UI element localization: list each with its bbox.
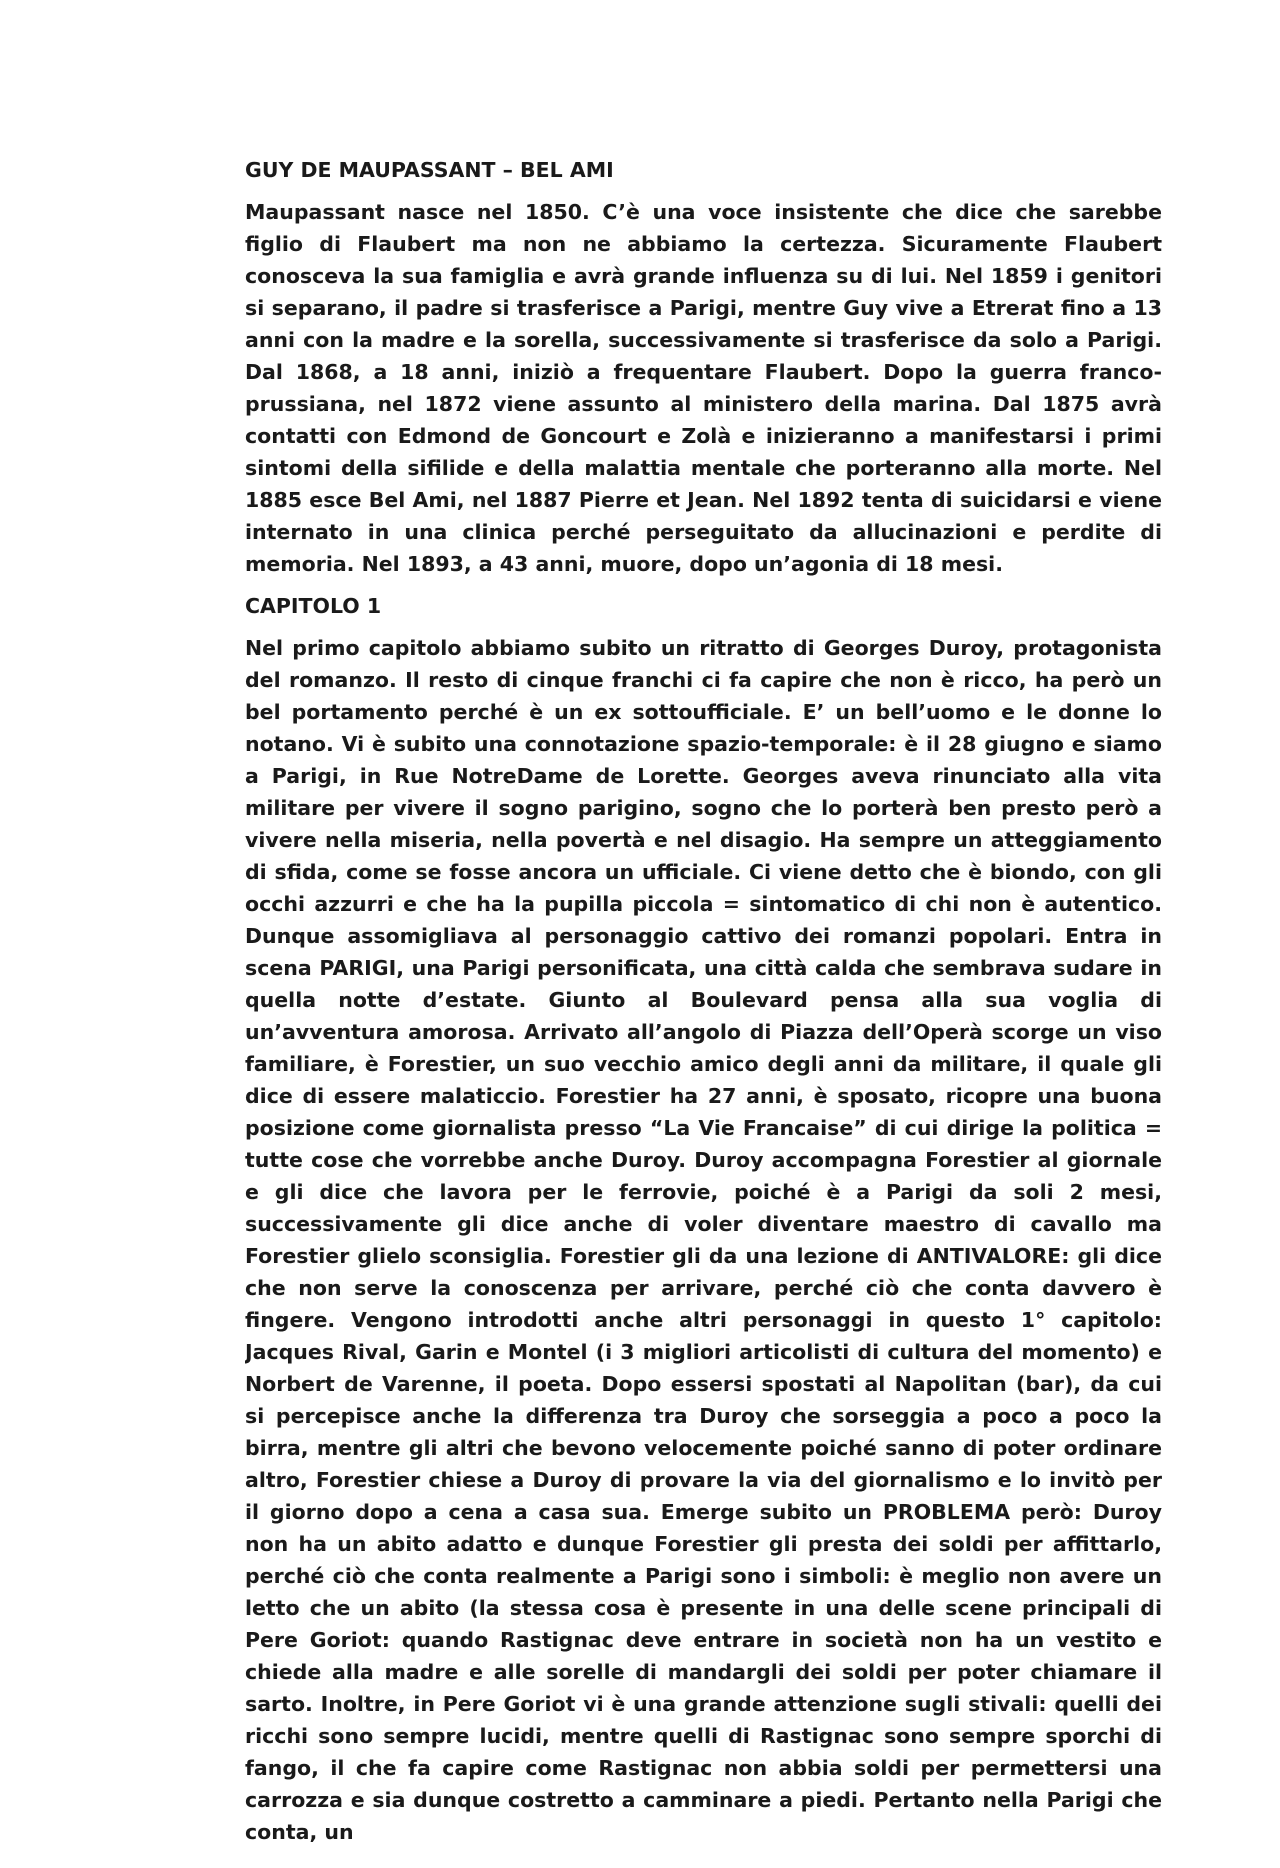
intro-paragraph: Maupassant nasce nel 1850. C’è una voce insistente che dice che sarebbe figlio di Flaubert ma non ne abbiamo la certezza. Sicuramente Flaubert conosceva la sua famiglia e avrà grande influenza su di lui. Nel 1859 i genitori si separano, il padre si trasferisce a Parigi, mentre Guy vive a Etrerat fino a 13 anni con la madre e la sorella, successivamente si trasferisce da solo a Parigi. Dal 1868, a 18 anni, iniziò a frequentare Flaubert. Dopo la guerra franco-prussiana, nel 1872 viene assunto al ministero della marina. Dal 1875 avrà contatti con Edmond de Goncourt e Zolà e inizieranno a manifestarsi i primi sintomi della sifilide e della malattia mentale che porteranno alla morte. Nel 1885 esce Bel Ami, nel 1887 Pierre et Jean. Nel 1892 tenta di suicidarsi e viene internato in una clinica perché perseguitato da allucinazioni e perdite di memoria. Nel 1893, a 43 anni, muore, dopo un’agonia di 18 mesi. [245, 200, 1162, 576]
document-title: GUY DE MAUPASSANT – BEL AMI [245, 158, 614, 182]
document-page [245, 150, 1162, 1868]
chapter-heading: CAPITOLO 1 [245, 594, 382, 618]
chapter-paragraph: Nel primo capitolo abbiamo subito un ritratto di Georges Duroy, protagonista del romanzo. Il resto di cinque franchi ci fa capire che non è ricco, ha però un bel portamento perché è un ex sottoufficiale. E’ un bell’uomo e le donne lo notano. Vi è subito una connotazione spazio-temporale: è il 28 giugno e siamo a Parigi, in Rue NotreDame de Lorette. Georges aveva rinunciato alla vita militare per vivere il sogno parigino, sogno che lo porterà ben presto però a vivere nella miseria, nella povertà e nel disagio. Ha sempre un atteggiamento di sfida, come se fosse ancora un ufficiale. Ci viene detto che è biondo, con gli occhi azzurri e che ha la pupilla piccola = sintomatico di chi non è autentico. Dunque assomigliava al personaggio cattivo dei romanzi popolari. Entra in scena PARIGI, una Parigi personificata, una città calda che sembrava sudare in quella notte d’estate. Giunto al Boulevard pensa alla sua voglia di un’avventura amorosa. Arrivato all’angolo di Piazza dell’Operà scorge un viso familiare, è Forestier, un suo vecchio amico degli anni da militare, il quale gli dice di essere malaticcio. Forestier ha 27 anni, è sposato, ricopre una buona posizione come giornalista presso “La Vie Francaise” di cui dirige la politica = tutte cose che vorrebbe anche Duroy. Duroy accompagna Forestier al giornale e gli dice che lavora per le ferrovie, poiché è a Parigi da soli 2 mesi, successivamente gli dice anche di voler diventare maestro di cavallo ma Forestier glielo sconsiglia. Forestier gli da una lezione di ANTIVALORE: gli dice che non serve la conoscenza per arrivare, perché ciò che conta davvero è fingere. Vengono introdotti anche altri personaggi in questo 1° capitolo: Jacques Rival, Garin e Montel (i 3 migliori articolisti di cultura del momento) e Norbert de Varenne, il poeta. Dopo essersi spostati al Napolitan (bar), da cui si percepisce anche la differenza tra Duroy che sorseggia a poco a poco la birra, mentre gli altri che bevono velocemente poiché sanno di poter ordinare altro, Forestier chiese a Duroy di provare la via del giornalismo e lo invitò per il giorno dopo a cena a casa sua. Emerge subito un PROBLEMA però: Duroy non ha un abito adatto e dunque Forestier gli presta dei soldi per affittarlo, perché ciò che conta realmente a Parigi sono i simboli: è meglio non avere un letto che un abito (la stessa cosa è presente in una delle scene principali di Pere Goriot: quando Rastignac deve entrare in società non ha un vestito e chiede alla madre e alle sorelle di mandargli dei soldi per poter chiamare il sarto. Inoltre, in Pere Goriot vi è una grande attenzione sugli stivali: quelli dei ricchi sono sempre lucidi, mentre quelli di Rastignac sono sempre sporchi di fango, il che fa capire come Rastignac non abbia soldi per permettersi una carrozza e sia dunque costretto a camminare a piedi. Pertanto nella Parigi che conta, un [245, 636, 1162, 1844]
